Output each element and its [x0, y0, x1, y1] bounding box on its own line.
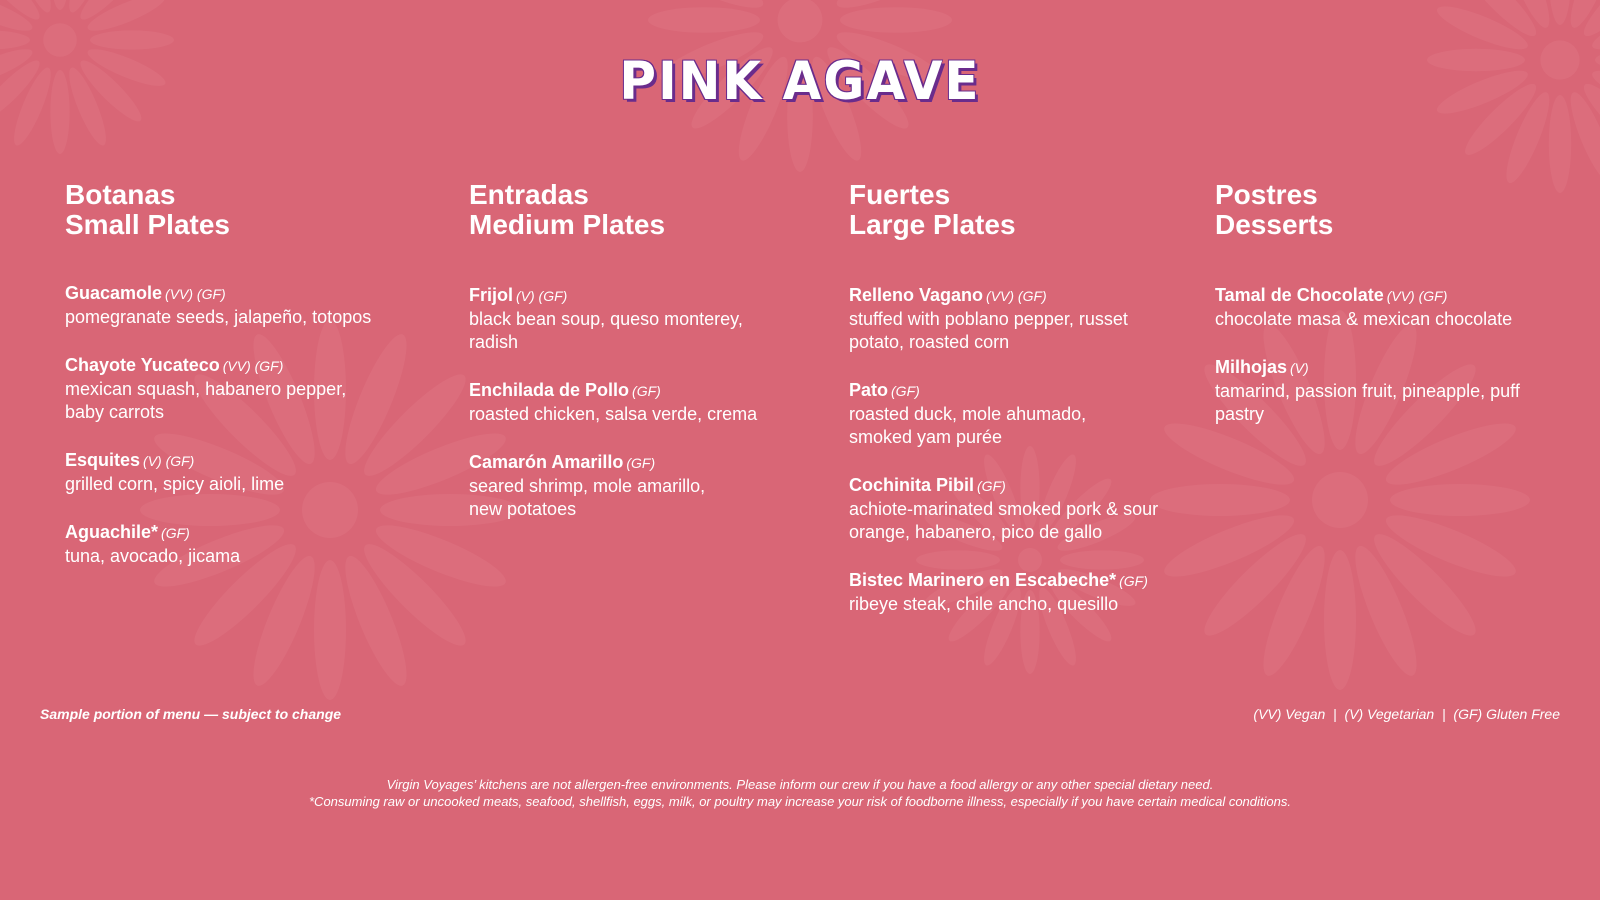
- menu-item-description: tuna, avocado, jicama: [65, 546, 241, 566]
- dietary-tags: (VV) (GF): [222, 358, 284, 374]
- menu-item-name: Frijol: [469, 285, 513, 305]
- menu-section-medium-plates: [469, 180, 829, 546]
- menu-item-description: roasted duck, mole ahumado, smoked yam purée: [849, 404, 1087, 447]
- menu-item: [65, 521, 425, 568]
- section-heading: [1215, 180, 1575, 248]
- section-heading-spanish: Postres: [1215, 179, 1318, 210]
- menu-item-name: Esquites: [65, 450, 141, 470]
- menu-item-name: Chayote Yucateco: [65, 355, 220, 375]
- menu-item: [849, 474, 1194, 544]
- dietary-tags: (V): [1290, 360, 1309, 376]
- menu-item-description: seared shrimp, mole amarillo, new potatoes: [469, 476, 706, 519]
- menu-section-small-plates: [65, 180, 425, 593]
- menu-item: [65, 354, 425, 424]
- sample-menu-note: Sample portion of menu — subject to change: [40, 706, 342, 722]
- foodborne-illness-notice: *Consuming raw or uncooked meats, seafood, shellfish, eggs, milk, or poultry may increase your risk of foodborne illness, especially if you have certain medical conditions.: [309, 794, 1291, 809]
- menu-item-name: Pato: [849, 380, 889, 400]
- dietary-legend: (VV) Vegan | (V) Vegetarian | (GF) Gluten Free: [1253, 706, 1560, 722]
- section-heading: [65, 180, 425, 248]
- menu-section-large-plates: [849, 180, 1194, 641]
- dietary-tags: (GF): [891, 383, 920, 399]
- allergen-disclaimer: [0, 776, 1600, 810]
- menu-item: [1215, 284, 1575, 331]
- menu-item-list: [849, 284, 1194, 616]
- dietary-tags: (GF): [1119, 573, 1148, 589]
- menu-item: [849, 569, 1194, 616]
- menu-item-list: [469, 284, 829, 521]
- menu-item-name: Guacamole: [65, 283, 163, 303]
- menu-item-description: black bean soup, queso monterey, radish: [469, 309, 743, 352]
- dietary-tags: (V) (GF): [516, 288, 568, 304]
- allergen-notice: Virgin Voyages’ kitchens are not allergen-free environments. Please inform our crew if you have a food allergy or any other special dietary need.: [386, 777, 1214, 792]
- menu-item: [1215, 356, 1575, 426]
- section-heading: [849, 180, 1194, 248]
- menu-item-description: achiote-marinated smoked pork & sour orange, habanero, pico de gallo: [849, 499, 1159, 542]
- section-heading-english: Small Plates: [65, 209, 230, 240]
- menu-item-name: Enchilada de Pollo: [469, 380, 630, 400]
- menu-item-description: chocolate masa & mexican chocolate: [1215, 309, 1513, 329]
- section-heading-spanish: Botanas: [65, 179, 176, 210]
- dietary-tags: (GF): [161, 525, 190, 541]
- menu-item-name: Relleno Vagano: [849, 285, 984, 305]
- menu-item-description: stuffed with poblano pepper, russet potato, roasted corn: [849, 309, 1128, 352]
- menu-item-list: [65, 282, 425, 568]
- dietary-tags: (GF): [632, 383, 661, 399]
- section-heading-english: Large Plates: [849, 209, 1016, 240]
- dietary-tags: (VV) (GF): [165, 286, 226, 302]
- menu-item: [65, 282, 425, 329]
- section-heading-spanish: Fuertes: [849, 179, 951, 210]
- section-heading: [469, 180, 829, 248]
- menu-item-name: Camarón Amarillo: [469, 452, 624, 472]
- menu-item-description: roasted chicken, salsa verde, crema: [469, 404, 758, 424]
- dietary-tags: (VV) (GF): [1386, 288, 1448, 304]
- menu-item-description: grilled corn, spicy aioli, lime: [65, 474, 285, 494]
- menu-item-name: Cochinita Pibil: [849, 475, 975, 495]
- menu-item-description: pomegranate seeds, jalapeño, totopos: [65, 307, 372, 327]
- menu-item-name: Bistec Marinero en Escabeche*: [849, 570, 1117, 590]
- menu-item: [469, 379, 829, 426]
- menu-item-list: [1215, 284, 1575, 426]
- dietary-tags: (GF): [626, 455, 656, 471]
- menu-item: [469, 284, 829, 354]
- section-heading-english: Desserts: [1215, 209, 1334, 240]
- menu-item: [65, 449, 425, 496]
- restaurant-logo: [0, 52, 1600, 110]
- dietary-tags: (V) (GF): [143, 453, 195, 469]
- dietary-tags: (GF): [977, 478, 1006, 494]
- menu-item: [849, 379, 1194, 449]
- menu-section-desserts: [1215, 180, 1575, 451]
- dietary-tags: (VV) (GF): [986, 288, 1047, 304]
- section-heading-english: Medium Plates: [469, 209, 666, 240]
- logo-wordmark: PINK AGAVE: [619, 50, 981, 112]
- section-heading-spanish: Entradas: [469, 179, 589, 210]
- menu-item-name: Aguachile*: [65, 522, 159, 542]
- menu-item-name: Tamal de Chocolate: [1215, 285, 1384, 305]
- menu-item: [469, 451, 829, 521]
- menu-item-description: mexican squash, habanero pepper, baby carrots: [65, 379, 347, 422]
- menu-item: [849, 284, 1194, 354]
- menu-item-name: Milhojas: [1215, 357, 1288, 377]
- menu-item-description: ribeye steak, chile ancho, quesillo: [849, 594, 1119, 614]
- menu-item-description: tamarind, passion fruit, pineapple, puff pastry: [1215, 381, 1520, 424]
